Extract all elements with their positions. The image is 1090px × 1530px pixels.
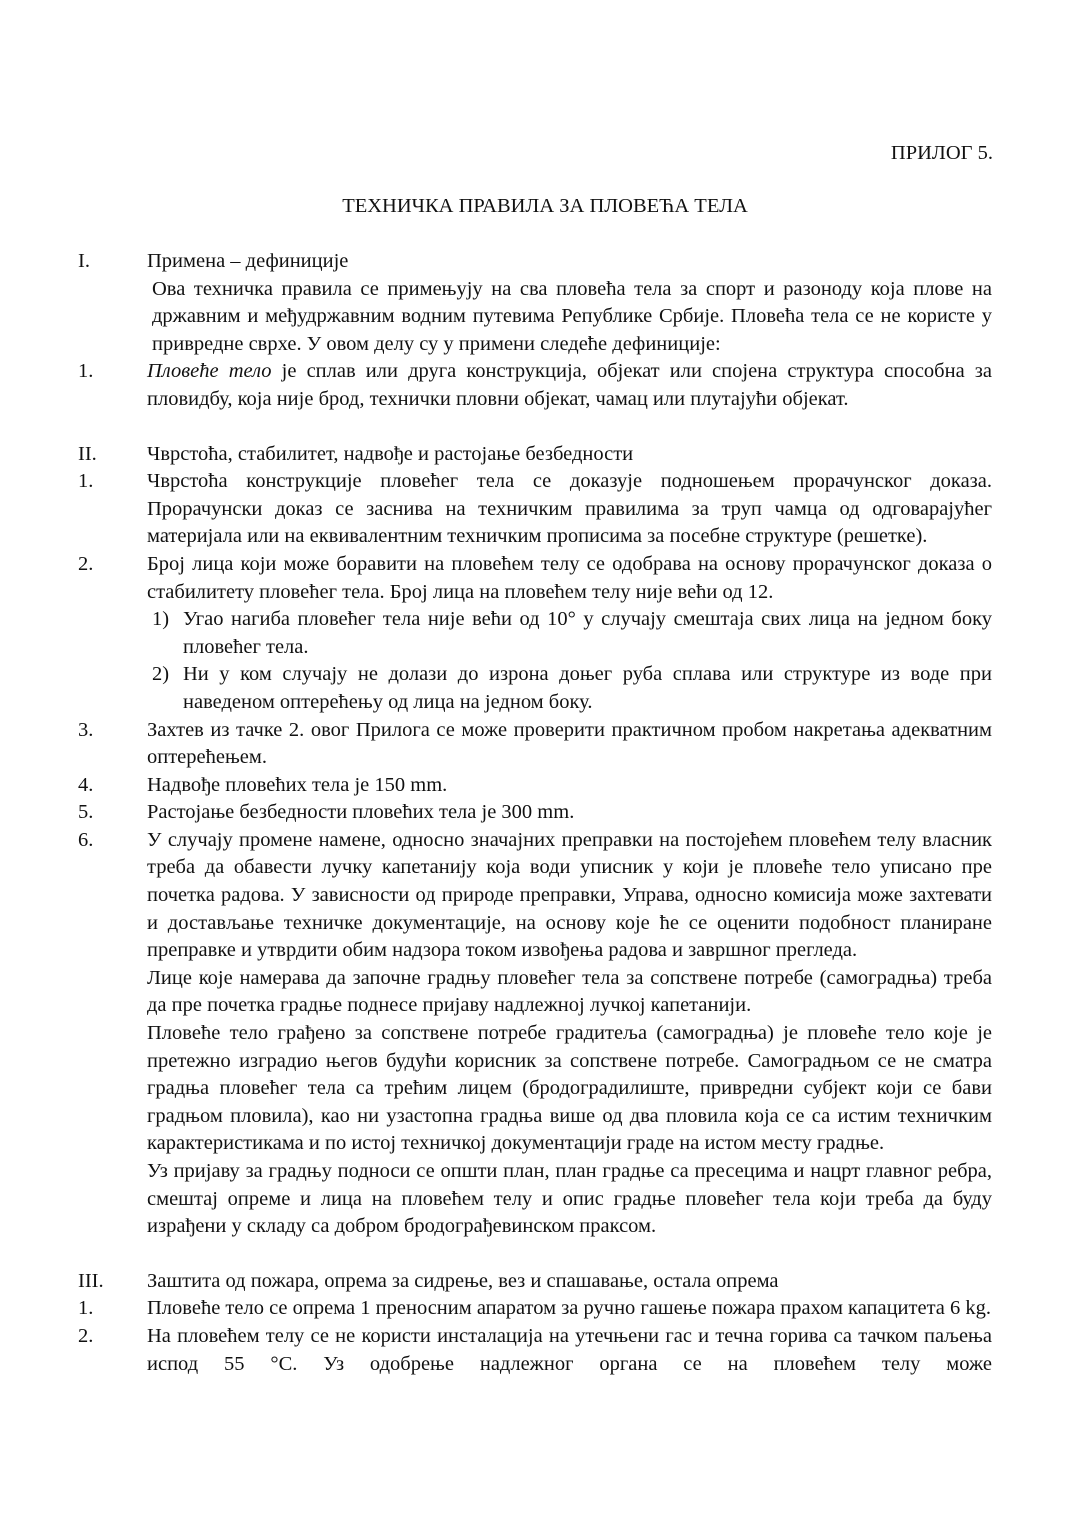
list-item xyxy=(0,827,1090,1241)
section-title: Заштита од пожара, опрема за сидрење, вез и спашавање, остала опрема xyxy=(147,1269,779,1292)
spacer xyxy=(0,414,1090,441)
item-number: 3. xyxy=(78,718,94,741)
item-text: Пловеће тело се опрема 1 преносним апаратом за ручно гашење пожара прахом капацитета 6 kg. xyxy=(147,1297,992,1320)
item-number: 4. xyxy=(78,773,94,796)
sub-item-text: Угао нагиба пловећег тела није већи од 10° у случају смештаја свих лица на једном боку пловећег тела. xyxy=(183,608,992,658)
sub-item-number: 2) xyxy=(152,663,170,686)
section-number: I. xyxy=(78,250,90,272)
annex-label: ПРИЛОГ 5. xyxy=(890,142,993,164)
item-paragraph: Лице које намерава да започне градњу пловећег тела за сопствене потребе (самоградња) треба да пре почетка градње поднесе пријаву надлежној лучкој капетанији. xyxy=(147,966,992,1017)
item-number: 2. xyxy=(78,552,94,575)
item-number: 2. xyxy=(78,1324,94,1347)
document-body xyxy=(0,248,1090,1378)
list-item xyxy=(0,551,1090,606)
section-number: III. xyxy=(78,1269,104,1292)
item-text: На пловећем телу се не користи инсталација на утечњени гас и течна горива са тачком паљења испод 55 °C. Уз одобрење надлежног органа се на пловећем телу може xyxy=(147,1324,992,1375)
item-paragraph: Уз пријаву за градњу подноси се општи план, план градње са пресецима и нацрт главног ребра, смештај опреме и лица на пловећем телу и опис градње пловећег тела који треба да буду израђени у складу са добром бродограђевинском праксом. xyxy=(147,1160,992,1238)
sub-item-text: Ни у ком случају не долази до изрона доњег руба сплава или структуре из воде при наведеном оптерећењу од лица на једном боку. xyxy=(183,663,992,713)
intro-paragraph: Ова техничка правила се примењују на сва пловећа тела за спорт и разоноду која плове на државним и међудржавним водним путевима Републике Србије. Пловећа тела се не користе у привредне сврхе. У овом делу су у примени следеће дефиниције: xyxy=(152,277,992,355)
item-text: Чврстоћа конструкције пловећег тела се доказује подношењем прорачунског доказа. Прорачунски доказ се заснива на техничким правилима за труп чамца од одговарајућег материјала или на еквивалентним техничким прописима за посебне структуре (решетке). xyxy=(147,470,992,548)
item-text xyxy=(147,358,992,413)
list-item xyxy=(0,358,1090,413)
list-item xyxy=(0,717,1090,772)
list-item xyxy=(0,772,1090,800)
item-number: 5. xyxy=(78,801,94,824)
sub-item xyxy=(0,606,1090,661)
item-text: Захтев из тачке 2. овог Прилога се може проверити практичном пробом накретања адекватним оптерећењем. xyxy=(147,718,992,769)
item-text: Надвође пловећих тела је 150 mm. xyxy=(147,773,448,796)
sub-item-number: 1) xyxy=(152,608,170,631)
section-title: Чврстоћа, стабилитет, надвође и растојање безбедности xyxy=(147,442,634,465)
sub-item xyxy=(0,661,1090,716)
item-paragraph: У случају промене намене, односно значајних преправки на постојећем пловећем телу власник треба да обавести лучку капетанију која води уписник у који је пловеће тело уписано пре почетка радова. У зависности од природе преправки, Управа, односно комисија може захтевати и достављање техничке документације, на основу које ће се оценити подобност планиране преправке и утврдити обим надзора током извођења радова и завршног прегледа. xyxy=(147,828,992,962)
item-number: 1. xyxy=(78,470,94,493)
section-title: Примена – дефиниције xyxy=(147,250,349,272)
document-title: ТЕХНИЧКА ПРАВИЛА ЗА ПЛОВЕЋА ТЕЛА xyxy=(342,195,748,217)
list-item xyxy=(0,1323,1090,1378)
section-intro xyxy=(0,276,1090,359)
list-item xyxy=(0,799,1090,827)
section-heading xyxy=(0,1268,1090,1296)
list-item xyxy=(0,468,1090,551)
item-number: 6. xyxy=(78,828,94,851)
item-text: Број лица који може боравити на пловећем телу се одобрава на основу прорачунског доказа о стабилитету пловећег тела. Број лица на пловећем телу није већи од 12. xyxy=(147,552,992,603)
defined-term: Пловеће тело xyxy=(147,360,272,383)
item-number: 1. xyxy=(78,1297,94,1320)
section-heading xyxy=(0,248,1090,276)
spacer xyxy=(0,1241,1090,1268)
section-number: II. xyxy=(78,442,97,465)
section-heading xyxy=(0,441,1090,469)
list-item xyxy=(0,1295,1090,1323)
definition-text: је сплав или друга конструкција, објекат или спојена структура способна за пловидбу, која није брод, технички пловни објекат, чамац или плутајући објекат. xyxy=(147,360,992,410)
item-paragraph: Пловеће тело грађено за сопствене потребе градитеља (самоградња) је пловеће тело које је претежно изградио његов будући корисник за сопствене потребе. Самоградњом се не сматра градња пловећег тела са трећим лицем (бродоградилиште, привредни субјект који се бави градњом пловила), као ни узастопна градња више од два пловила која се са истим техничким карактеристикама и по истој техничкој документацији граде на истом месту градње. xyxy=(147,1022,992,1155)
item-number: 1. xyxy=(78,360,94,383)
item-text: Растојање безбедности пловећих тела је 300 mm. xyxy=(147,801,575,824)
